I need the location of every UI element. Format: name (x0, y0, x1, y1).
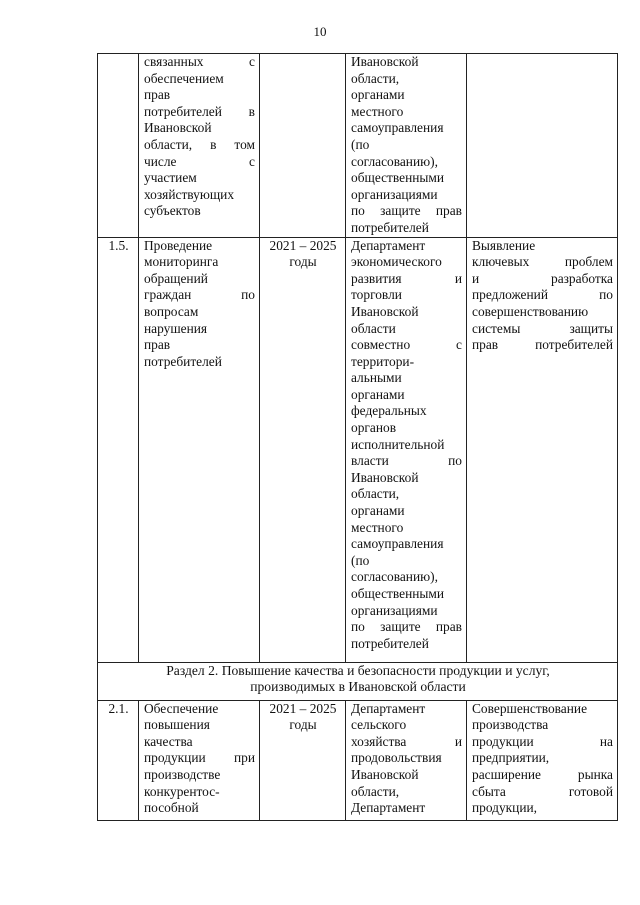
text-line: органами (351, 503, 405, 519)
word: на (599, 733, 613, 749)
text-line: повышения (144, 717, 210, 733)
text-line (351, 337, 462, 354)
text-line (472, 734, 613, 751)
event-cell (139, 237, 260, 662)
text-line: Ивановской (351, 54, 419, 69)
section-header-row (98, 662, 618, 700)
word: предложений (472, 287, 549, 303)
text-line: продовольствия (351, 750, 442, 766)
text-line: общественными (351, 586, 445, 601)
text-line: нарушения (144, 320, 208, 336)
text-line: конкурентос- (144, 783, 220, 799)
word: по (351, 203, 365, 219)
row-number: 1.5. (98, 237, 139, 662)
word: защите (380, 203, 421, 219)
text-line: местного (351, 519, 404, 535)
event-cell (139, 54, 260, 238)
text-line: согласованию), (351, 569, 438, 585)
text-line (472, 767, 613, 784)
table-row-1-5 (98, 237, 618, 662)
executor-cell (346, 700, 467, 820)
text-line: участием (144, 170, 197, 186)
text-line (351, 271, 462, 288)
word: с (249, 54, 255, 69)
text-line: прав (144, 87, 171, 103)
text-line: потребителей (144, 353, 222, 369)
text-line: территори- (351, 353, 415, 369)
section-header (98, 662, 618, 700)
word: власти (351, 453, 389, 469)
text-line: общественными (351, 170, 445, 186)
text-line: (по (351, 136, 370, 152)
text-line (144, 287, 255, 304)
text-line: предприятии, (472, 750, 550, 766)
word: по (448, 453, 462, 469)
word: разработка (551, 270, 613, 286)
period-cell (260, 700, 346, 820)
text-line: Совершенствование (472, 700, 588, 716)
word: продукции (472, 733, 534, 749)
word: хозяйства (351, 733, 407, 749)
word: и (472, 270, 480, 286)
text-line (144, 154, 255, 171)
page-number: 10 (313, 24, 327, 39)
result-cell (467, 54, 618, 238)
text-line (351, 734, 462, 751)
text-line: альными (351, 370, 402, 386)
text-line (144, 54, 255, 71)
word: прав (435, 619, 462, 635)
text-line (472, 321, 613, 338)
text-line: производстве (144, 766, 221, 782)
word: прав (472, 337, 499, 353)
text-line: Департамент (351, 800, 426, 816)
word: сбыта (472, 783, 506, 799)
section-title-line-1: Раздел 2. Повышение качества и безопасности продукции и услуг, (166, 662, 550, 678)
text-line (472, 337, 613, 354)
text-line (472, 271, 613, 288)
row-number: 2.1. (98, 700, 139, 820)
text-line: потребителей (351, 635, 429, 651)
word: развития (351, 270, 402, 286)
text-line: (по (351, 552, 370, 568)
word: в (248, 103, 255, 119)
text-line: обращений (144, 270, 208, 286)
word: области, (144, 136, 193, 152)
text-line: организациями (351, 602, 438, 618)
text-line: самоуправления (351, 536, 444, 552)
text-line (472, 784, 613, 801)
word: и (454, 733, 462, 749)
text-line: организациями (351, 186, 438, 202)
text-line: органами (351, 87, 405, 103)
text-line: области (351, 320, 396, 336)
text-line: органов (351, 420, 397, 436)
word: потребителей (144, 103, 222, 119)
table-row-continuation (98, 54, 618, 238)
word: прав (435, 203, 462, 219)
word: готовой (568, 783, 613, 799)
text-line: Выявление (472, 237, 536, 253)
word: защите (380, 619, 421, 635)
word: проблем (564, 254, 613, 270)
word: системы (472, 320, 521, 336)
word: защиты (569, 320, 613, 336)
text-line (351, 619, 462, 636)
text-line: местного (351, 103, 404, 119)
text-line: вопросам (144, 303, 199, 319)
period-cell (260, 237, 346, 662)
text-line: самоуправления (351, 120, 444, 136)
period-cell (260, 54, 346, 238)
text-line: качества (144, 733, 193, 749)
result-cell (467, 700, 618, 820)
word: в (210, 136, 217, 152)
text-line (144, 750, 255, 767)
word: и (454, 270, 462, 286)
word: по (599, 287, 613, 303)
text-line: годы (289, 717, 317, 733)
text-line: согласованию), (351, 153, 438, 169)
word: совместно (351, 337, 411, 353)
text-line: 2021 – 2025 (269, 700, 337, 716)
text-line: Ивановской (351, 303, 419, 319)
word: числе (144, 153, 177, 169)
text-line: федеральных (351, 403, 427, 419)
text-line (472, 287, 613, 304)
text-line: Проведение (144, 237, 213, 253)
word: ключевых (472, 254, 530, 270)
text-line: Ивановской (351, 766, 419, 782)
text-line: 2021 – 2025 (269, 237, 337, 253)
text-line (351, 203, 462, 220)
text-line: прав (144, 337, 171, 353)
text-line: Департамент (351, 700, 426, 716)
word: граждан (144, 287, 192, 303)
text-line (351, 453, 462, 470)
text-line (144, 104, 255, 121)
text-line: Департамент (351, 237, 426, 253)
result-cell (467, 237, 618, 662)
text-line: производства (472, 717, 549, 733)
word: потребителей (535, 337, 613, 353)
word: связанных (144, 54, 204, 69)
text-line: Ивановской (144, 120, 212, 136)
word: рынка (577, 766, 613, 782)
text-line: области, (351, 486, 400, 502)
text-line (144, 137, 255, 154)
table-row-2-1 (98, 700, 618, 820)
row-number (98, 54, 139, 238)
word: расширение (472, 766, 541, 782)
text-line: Обеспечение (144, 700, 219, 716)
text-line: области, (351, 70, 400, 86)
word: с (249, 153, 255, 169)
text-line: области, (351, 783, 400, 799)
text-line: совершенствованию (472, 303, 589, 319)
text-line: субъектов (144, 203, 201, 219)
text-line: сельского (351, 717, 407, 733)
word: по (241, 287, 255, 303)
section-title-line-2: производимых в Ивановской области (250, 679, 466, 695)
text-line: обеспечением (144, 70, 224, 86)
word: продукции (144, 750, 206, 766)
text-line (472, 254, 613, 271)
text-line: Ивановской (351, 469, 419, 485)
text-line: продукции, (472, 800, 538, 816)
text-line: экономического (351, 254, 442, 270)
word: с (456, 337, 462, 353)
word: при (233, 750, 255, 766)
text-line: исполнительной (351, 436, 445, 452)
executor-cell (346, 54, 467, 238)
plan-table (97, 53, 618, 821)
text-line: годы (289, 254, 317, 270)
text-line: хозяйствующих (144, 186, 235, 202)
event-cell (139, 700, 260, 820)
text-line: органами (351, 386, 405, 402)
executor-cell (346, 237, 467, 662)
word: по (351, 619, 365, 635)
text-line: потребителей (351, 219, 429, 235)
text-line: торговли (351, 287, 402, 303)
text-line: пособной (144, 800, 199, 816)
text-line: мониторинга (144, 254, 219, 270)
word: том (234, 136, 255, 152)
